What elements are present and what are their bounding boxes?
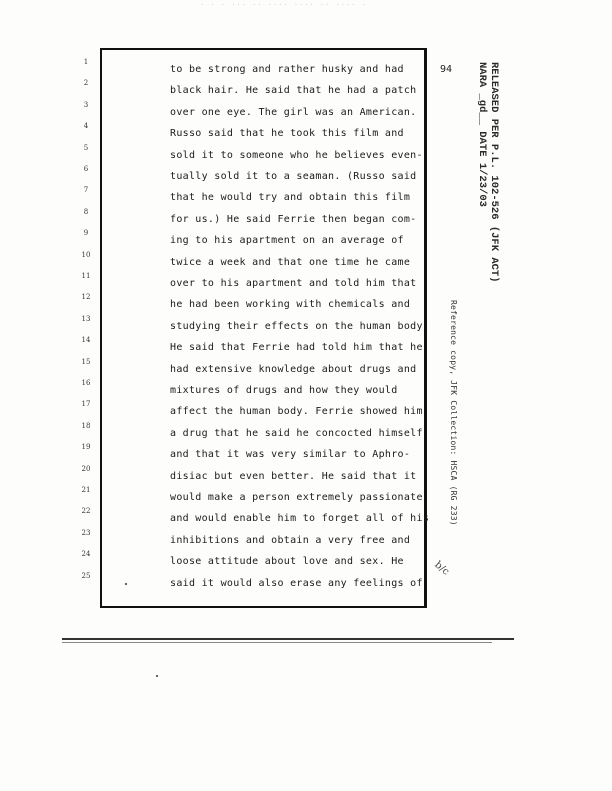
bottom-rule-secondary — [62, 642, 492, 643]
line-number: 15 — [81, 357, 91, 366]
line-number: 9 — [83, 229, 89, 238]
line-number: 4 — [83, 122, 89, 131]
line-number: 2 — [83, 79, 89, 88]
line-number: 6 — [83, 165, 89, 173]
transcript-line: that he would try and obtain this film — [170, 192, 411, 204]
transcript-line: tually sold it to a seaman. (Russo said — [170, 171, 417, 182]
release-stamp-line-1: RELEASED PER P.L. 102-526 (JFK ACT) — [488, 62, 500, 283]
line-number: 20 — [81, 464, 91, 473]
line-number: 19 — [81, 443, 91, 452]
transcript-line: Russo said that he took this film and — [170, 128, 404, 140]
transcript-line: black hair. He said that he had a patch — [170, 85, 417, 97]
transcript-line: he had been working with chemicals and — [170, 299, 411, 311]
bottom-rule — [62, 638, 514, 640]
transcript-line: over one eye. The girl was an American. — [170, 106, 417, 118]
line-number: 25 — [81, 571, 91, 580]
handwritten-initials: b/c — [432, 559, 452, 578]
transcript-line: mixtures of drugs and how they would — [170, 385, 398, 396]
line-number: 22 — [81, 507, 91, 516]
line-number: 11 — [81, 272, 91, 280]
line-number: 7 — [83, 186, 89, 195]
transcript-line: twice a week and that one time he came — [170, 256, 411, 268]
transcript-line: a drug that he said he concocted himself — [170, 427, 423, 439]
speck-mark — [125, 583, 127, 585]
transcript-line: to be strong and rather husky and had — [170, 64, 404, 75]
faint-header-text: · · · ··· ·· ···· ···· ·· ···· · — [200, 1, 367, 9]
line-number: 17 — [81, 400, 91, 409]
line-number: 24 — [81, 550, 91, 559]
transcript-line: and that it was very similar to Aphro- — [170, 449, 411, 461]
transcript-line: He said that Ferrie had told him that he — [170, 342, 423, 354]
release-stamp — [476, 62, 500, 283]
transcript-line: sold it to someone who he believes even- — [170, 149, 423, 161]
transcript-line: loose attitude about love and sex. He — [170, 556, 404, 568]
transcript-line: inhibitions and obtain a very free and — [170, 534, 411, 546]
transcript-line: studying their effects on the human body. — [170, 320, 430, 332]
line-number: 21 — [81, 486, 91, 494]
line-number: 5 — [83, 143, 89, 152]
transcript-line: had extensive knowledge about drugs and — [170, 363, 417, 375]
transcript-line: for us.) He said Ferrie then began com- — [170, 213, 417, 225]
transcript-line: affect the human body. Ferrie showed him — [170, 406, 423, 418]
transcript-line: over to his apartment and told him that — [170, 278, 417, 289]
release-stamp-line-2: NARA _gd__ DATE 1/23/03 — [476, 62, 488, 207]
speck-mark — [156, 675, 158, 677]
line-number: 14 — [81, 336, 91, 345]
line-number: 8 — [83, 207, 89, 216]
transcript-line: ing to his apartment on an average of — [170, 235, 404, 247]
transcript-line: and would enable him to forget all of his — [170, 513, 430, 525]
transcript-line: said it would also erase any feelings of — [170, 577, 423, 589]
line-number: 16 — [81, 379, 91, 387]
line-number: 18 — [81, 421, 91, 430]
reference-note: Reference copy, JFK Collection: HSCA (RG 233) — [449, 300, 458, 526]
line-number: 13 — [81, 314, 91, 323]
transcript-line: would make a person extremely passionate — [170, 492, 423, 503]
line-number: 1 — [83, 58, 89, 66]
line-number: 10 — [81, 250, 91, 259]
page-number: 94 — [440, 64, 453, 75]
line-number: 3 — [83, 100, 89, 109]
line-number: 23 — [81, 528, 91, 537]
line-number: 12 — [81, 293, 91, 302]
transcript-line: disiac but even better. He said that it — [170, 470, 417, 482]
